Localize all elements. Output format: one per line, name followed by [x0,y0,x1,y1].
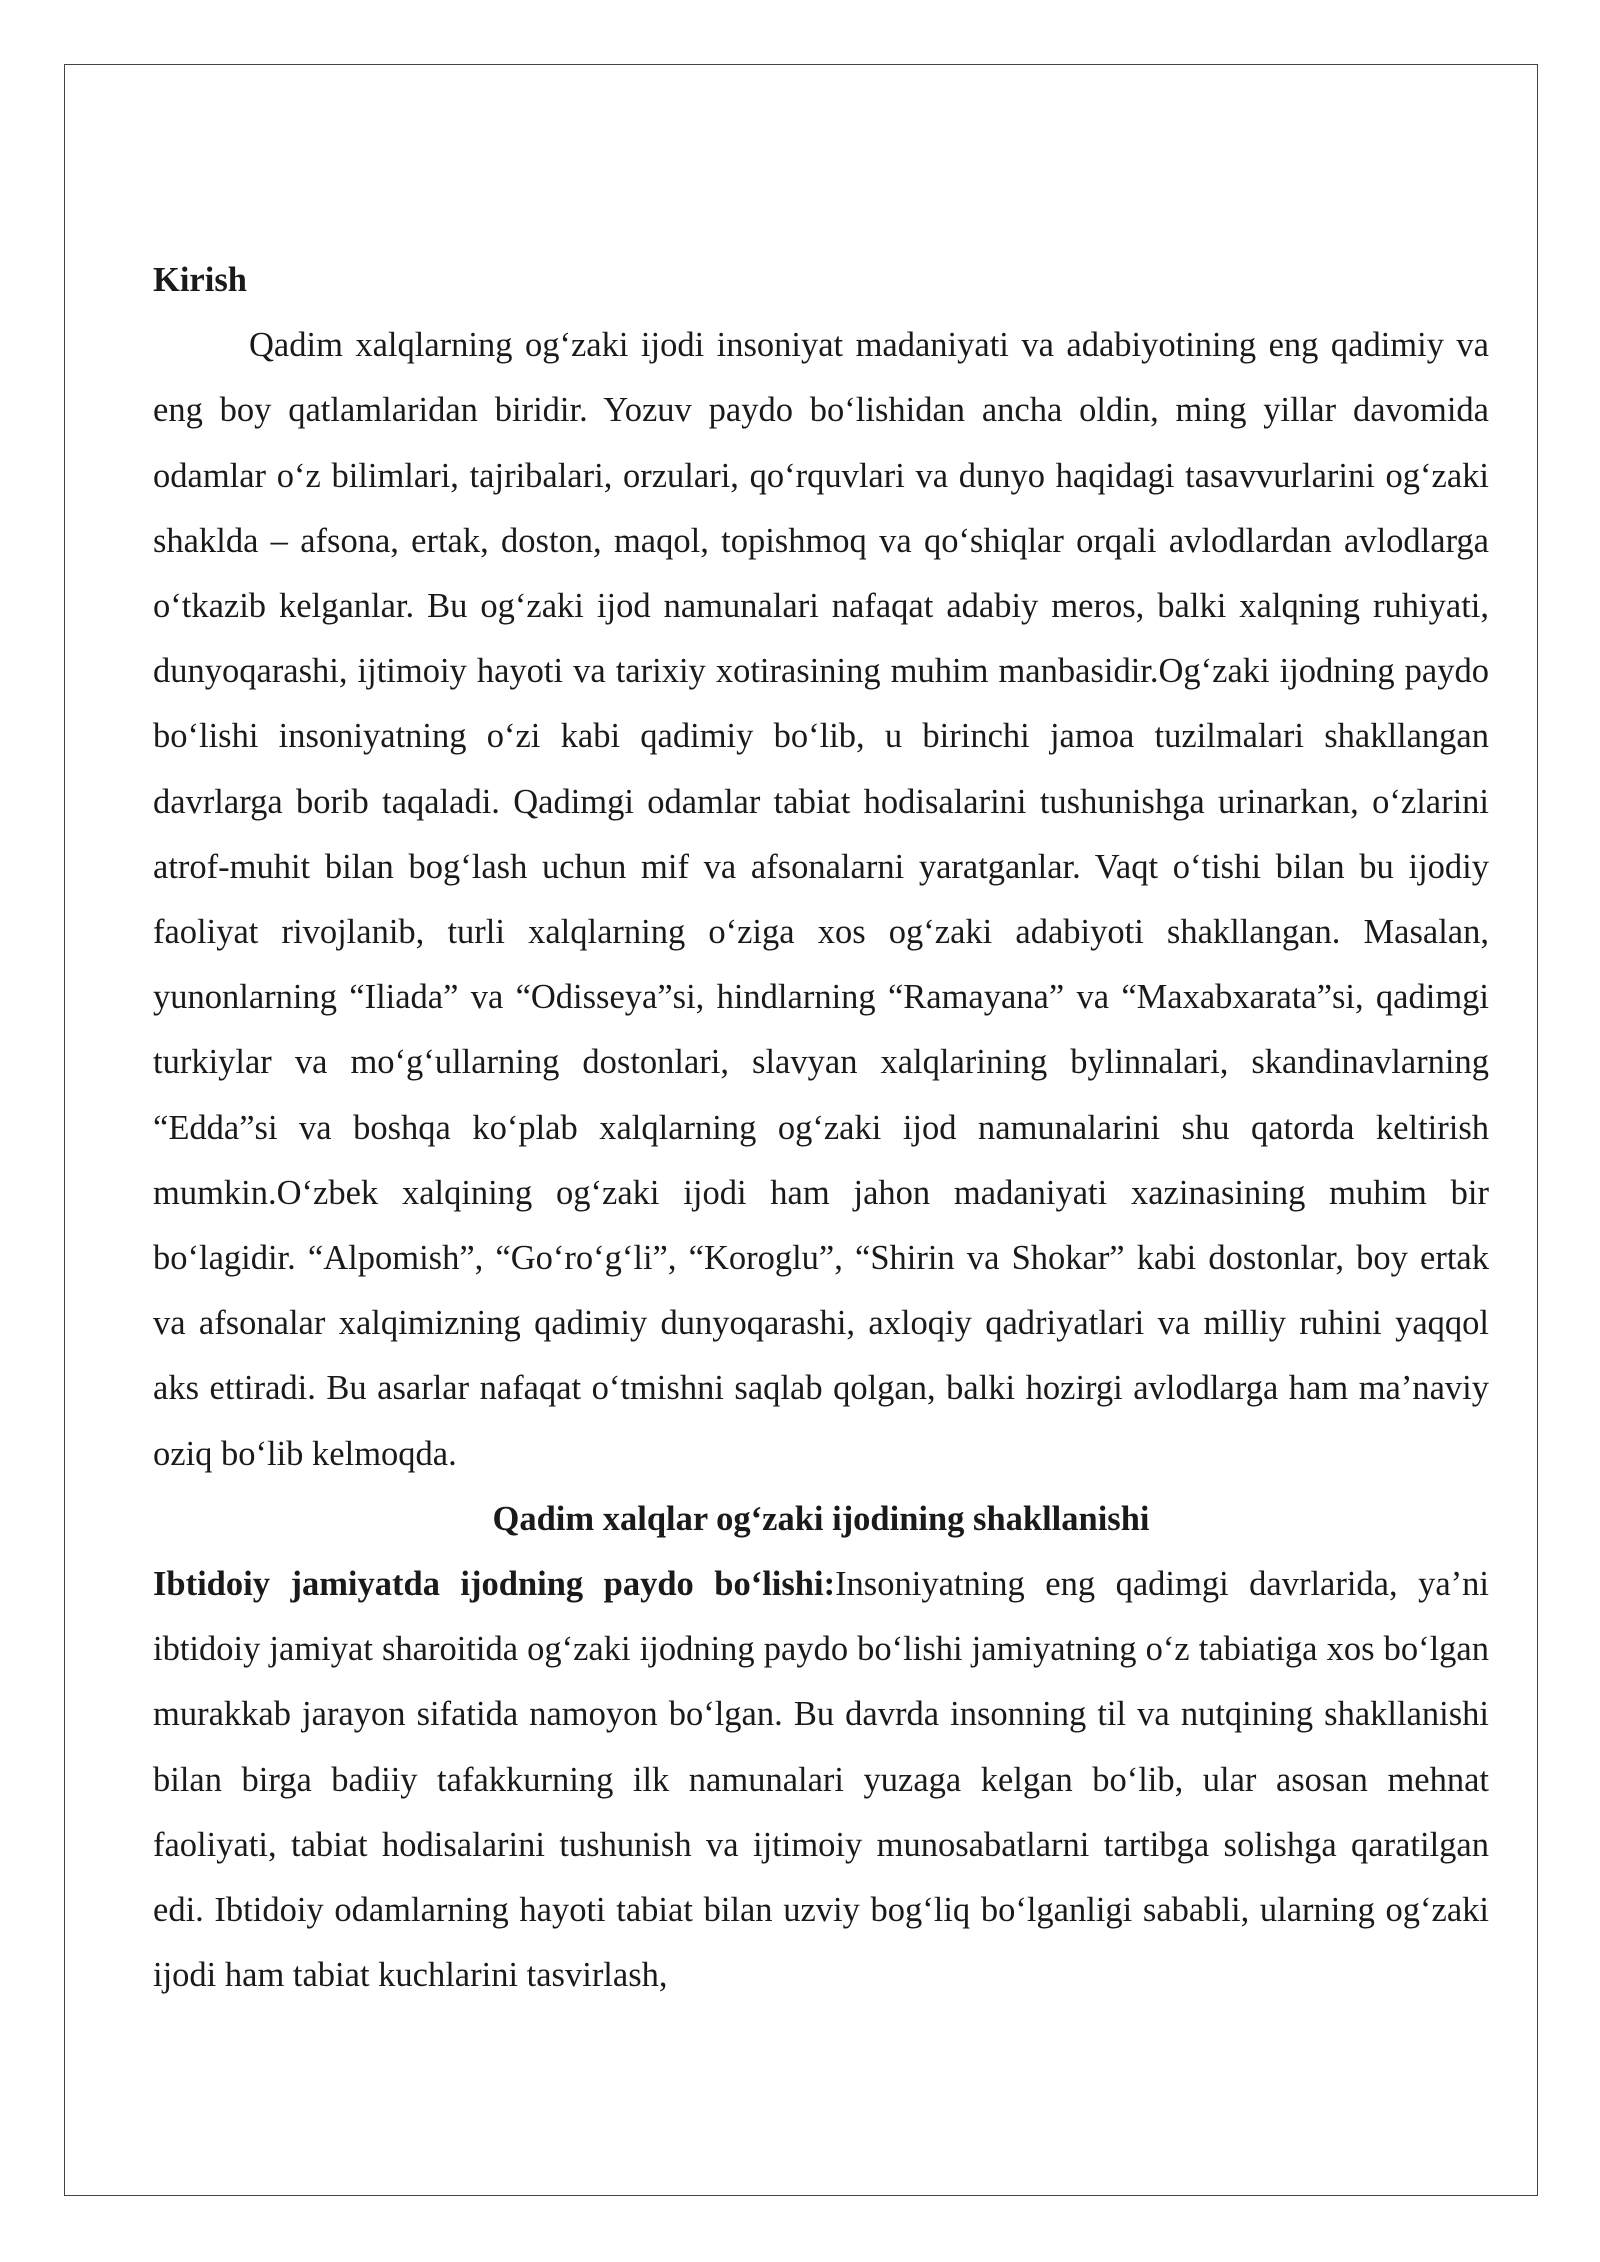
subsection-paragraph [153,1552,1489,2008]
intro-heading: Kirish [153,261,247,299]
section-title: Qadim xalqlar og‘zaki ijodining shakllanishi [492,1499,1150,1538]
intro-paragraph: Qadim xalqlarning og‘zaki ijodi insoniyat madaniyati va adabiyotining eng qadimiy va eng boy qatlamlaridan biridir. Yozuv paydo bo‘lishidan ancha oldin, ming yillar davomida odamlar o‘z bilimlari, tajribalari, orzulari, qo‘rquvlari va dunyo haqidagi tasavvurlarini og‘zaki shaklda – afsona, ertak, doston, maqol, topishmoq va qo‘shiqlar orqali avlodlardan avlodlarga o‘tkazib kelganlar. Bu og‘zaki ijod namunalari nafaqat adabiy meros, balki xalqning ruhiyati, dunyoqarashi, ijtimoiy hayoti va tarixiy xotirasining muhim manbasidir.Og‘zaki ijodning paydo bo‘lishi insoniyatning o‘zi kabi qadimiy bo‘lib, u birinchi jamoa tuzilmalari shakllangan davrlarga borib taqaladi. Qadimgi odamlar tabiat hodisalarini tushunishga urinarkan, o‘zlarini atrof-muhit bilan bog‘lash uchun mif va afsonalarni yaratganlar. Vaqt o‘tishi bilan bu ijodiy faoliyat rivojlanib, turli xalqlarning o‘ziga xos og‘zaki adabiyoti shakllangan. Masalan, yunonlarning “Iliada” va “Odisseya”si, hindlarning “Ramayana” va “Maxabxarata”si, qadimgi turkiylar va mo‘g‘ullarning dostonlari, slavyan xalqlarining bylinnalari, skandinavlarning “Edda”si va boshqa ko‘plab xalqlarning og‘zaki ijod namunalarini shu qatorda keltirish mumkin.O‘zbek xalqining og‘zaki ijodi ham jahon madaniyati xazinasining muhim bir bo‘lagidir. “Alpomish”, “Go‘ro‘g‘li”, “Koroglu”, “Shirin va Shokar” kabi dostonlar, boy ertak va afsonalar xalqimizning qadimiy dunyoqarashi, axloqiy qadriyatlari va milliy ruhini yaqqol aks ettiradi. Bu asarlar nafaqat o‘tmishni saqlab qolgan, balki hozirgi avlodlarga ham ma’naviy oziq bo‘lib kelmoqda. [153,326,1489,1473]
document-body [153,248,1489,2008]
subsection-lead: Ibtidoiy jamiyatda ijodning paydo bo‘lishi: [153,1565,836,1604]
subsection-text: Insoniyatning eng qadimgi davrlarida, ya’ni ibtidoiy jamiyat sharoitida og‘zaki ijodning paydo bo‘lishi jamiyatning o‘z tabiatiga xos bo‘lgan murakkab jarayon sifatida namoyon bo‘lgan. Bu davrda insonning til va nutqining shakllanishi bilan birga badiiy tafakkurning ilk namunalari yuzaga kelgan bo‘lib, ular asosan mehnat faoliyati, tabiat hodisalarini tushunish va ijtimoiy munosabatlarni tartibga solishga qaratilgan edi. Ibtidoiy odamlarning hayoti tabiat bilan uzviy bog‘liq bo‘lganligi sababli, ularning og‘zaki ijodi ham tabiat kuchlarini tasvirlash, [153,1565,1490,1995]
